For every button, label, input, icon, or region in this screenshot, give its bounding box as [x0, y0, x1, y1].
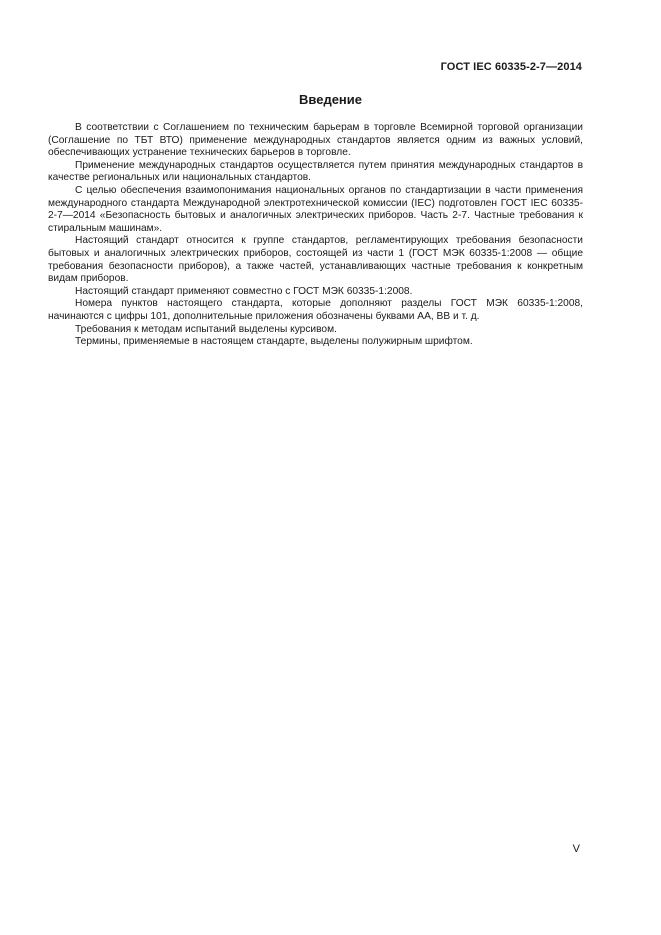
paragraph-2: Применение международных стандартов осуществляется путем принятия международных стандартов в качестве региональных или национальных стандартов.: [48, 159, 583, 184]
standard-code-header: ГОСТ IEC 60335-2-7—2014: [440, 61, 582, 73]
paragraph-1: В соответствии с Соглашением по техническим барьерам в торговле Всемирной торговой организации (Соглашение по ТБТ ВТО) применение международных стандартов является одним из важных условий, обеспечивающих устранение технических барьеров в торговле.: [48, 122, 583, 159]
paragraph-5: Настоящий стандарт применяют совместно с ГОСТ МЭК 60335-1:2008.: [75, 285, 413, 297]
paragraph-7: Требования к методам испытаний выделены курсивом.: [75, 323, 337, 335]
paragraph-4: Настоящий стандарт относится к группе стандартов, регламентирующих требования безопасности бытовых и аналогичных электрических приборов, состоящей из части 1 (ГОСТ МЭК 60335-1:2008 — общие требования безопасности приборов), а также частей, устанавливающих частные требования к конкретным видам приборов.: [48, 235, 583, 285]
page-number: V: [572, 843, 580, 855]
introduction-body: [48, 122, 583, 349]
paragraph-6: Номера пунктов настоящего стандарта, которые дополняют разделы ГОСТ МЭК 60335-1:2008, начинаются с цифры 101, дополнительные приложения обозначены буквами АА, ВВ и т. д.: [48, 298, 583, 322]
page-title: Введение: [299, 92, 362, 107]
paragraph-8: Термины, применяемые в настоящем стандарте, выделены полужирным шрифтом.: [75, 336, 473, 348]
paragraph-3: С целью обеспечения взаимопонимания национальных органов по стандартизации в части применения международного стандарта Международной электротехнической комиссии (IEC) подготовлен ГОСТ IEC 60335-2-7—2014 «Безопасность бытовых и аналогичных электрических приборов. Часть 2-7. Частные требования к стиральным машинам».: [48, 184, 583, 234]
